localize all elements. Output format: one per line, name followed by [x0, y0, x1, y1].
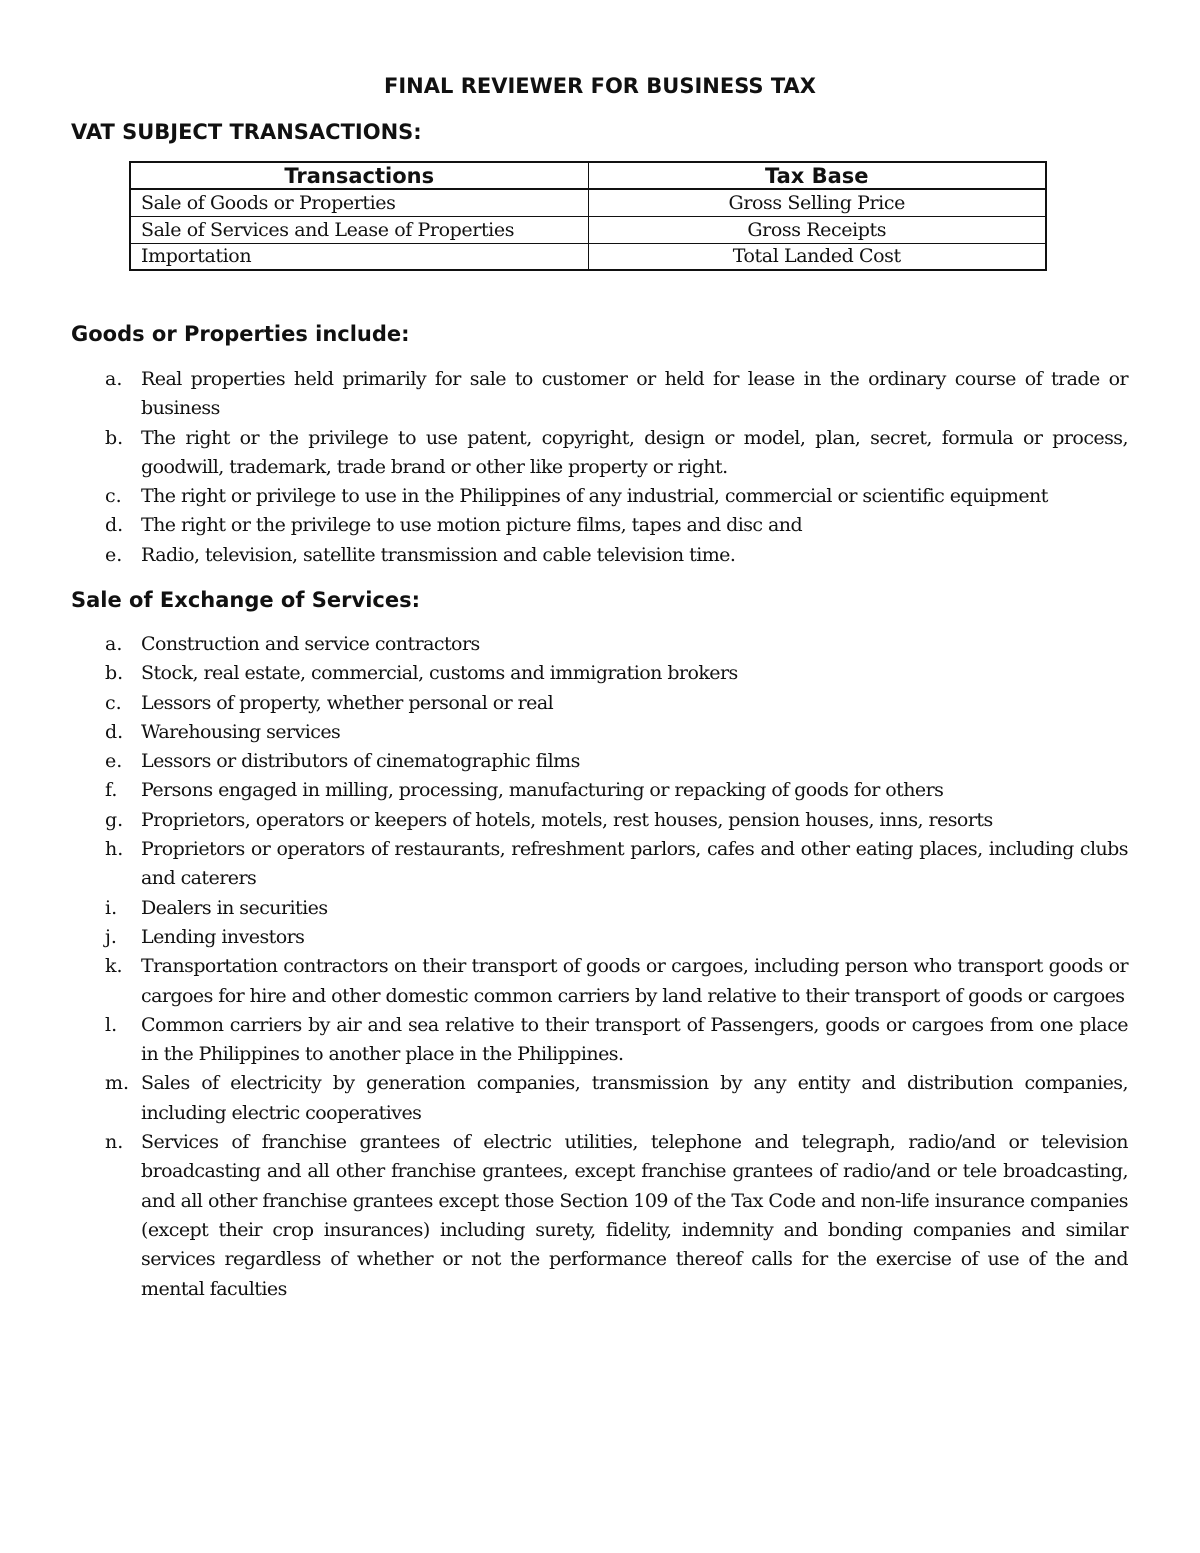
list-item-text: Dealers in securities [141, 896, 328, 919]
table-row [130, 216, 1046, 243]
table-row [130, 243, 1046, 270]
list-marker: d. [105, 514, 124, 537]
table-header-tax-base: Tax Base [588, 162, 1046, 189]
list-item-text: Transportation contractors on their transport of goods or cargoes, including person who transport goods or cargoes for hire and other domestic common carriers by land relative to their transport of goods or cargoes [141, 955, 1128, 1007]
list-marker: h. [105, 838, 124, 861]
list-item-text: Proprietors or operators of restaurants, refreshment parlors, cafes and other eating places, including clubs and caterers [141, 838, 1128, 890]
list-item-text: The right or the privilege to use patent, copyright, design or model, plan, secret, formula or process, goodwill, trademark, trade brand or other like property or right. [141, 426, 1128, 478]
list-item [0, 511, 1128, 540]
list-marker: d. [105, 720, 124, 743]
list-item-text: Lending investors [141, 925, 305, 948]
list-item-text: Construction and service contractors [141, 633, 480, 655]
list-marker: c. [105, 485, 122, 508]
list-marker: a. [105, 633, 123, 655]
list-item-text: The right or the privilege to use motion picture films, tapes and disc and [141, 514, 803, 537]
list-marker: b. [105, 426, 124, 449]
list-marker: e. [105, 750, 123, 773]
list-item [0, 659, 1128, 688]
list-item [0, 541, 1128, 570]
list-item-text: Sales of electricity by generation companies, transmission by any entity and distribution companies, including electric cooperatives [141, 1072, 1128, 1124]
list-marker: a. [105, 368, 123, 390]
vat-section-heading: VAT SUBJECT TRANSACTIONS: [71, 120, 422, 144]
list-item [0, 1069, 1128, 1128]
list-marker: e. [105, 543, 123, 566]
list-marker: m. [105, 1072, 130, 1095]
list-item-text: Services of franchise grantees of electric utilities, telephone and telegraph, radio/and or television broadcasting and all other franchise grantees, except franchise grantees of radio/and or tele broadcasting, and all other franchise grantees except those Section 109 of the Tax Code and non-life insurance companies (except their crop insurances) including surety, fidelity, indemnity and bonding companies and similar services regardless of whether or not the performance thereof calls for the exercise of use of the and mental faculties [141, 1131, 1128, 1300]
list-marker: c. [105, 691, 122, 714]
list-marker: f. [105, 779, 118, 802]
list-item-text: Radio, television, satellite transmission and cable television time. [141, 543, 736, 566]
table-header-row [130, 162, 1046, 189]
goods-list [0, 365, 1128, 570]
list-item-text: Lessors or distributors of cinematographic films [141, 750, 580, 773]
list-item [0, 630, 1128, 659]
list-item [0, 894, 1128, 923]
list-item-text: Common carriers by air and sea relative to their transport of Passengers, goods or cargoes from one place in the Philippines to another place in the Philippines. [141, 1013, 1128, 1066]
table-cell-transaction: Sale of Goods or Properties [130, 189, 588, 216]
list-item [0, 806, 1128, 835]
list-item [0, 1128, 1128, 1304]
list-item [0, 365, 1128, 424]
list-marker: j. [105, 925, 117, 948]
list-item [0, 689, 1128, 718]
list-item [0, 747, 1128, 776]
list-item-text: Proprietors, operators or keepers of hotels, motels, rest houses, pension houses, inns, resorts [141, 808, 993, 831]
list-item [0, 776, 1128, 805]
list-item [0, 923, 1128, 952]
list-marker: i. [105, 896, 118, 919]
list-marker: b. [105, 662, 124, 685]
list-item [0, 952, 1128, 1011]
table-cell-tax-base: Total Landed Cost [588, 243, 1046, 270]
table-cell-transaction: Sale of Services and Lease of Properties [130, 216, 588, 243]
vat-transactions-table [129, 161, 1047, 271]
list-marker: k. [105, 955, 123, 978]
table-cell-transaction: Importation [130, 243, 588, 270]
list-item [0, 482, 1128, 511]
list-item-text: Stock, real estate, commercial, customs and immigration brokers [141, 662, 738, 685]
services-list [0, 630, 1128, 1304]
list-marker: l. [105, 1013, 118, 1036]
list-item-text: Warehousing services [141, 720, 341, 743]
table-header-transactions: Transactions [130, 162, 588, 189]
list-item [0, 1011, 1128, 1070]
table-row [130, 189, 1046, 216]
table-cell-tax-base: Gross Receipts [588, 216, 1046, 243]
document-title: FINAL REVIEWER FOR BUSINESS TAX [384, 74, 816, 98]
list-item [0, 424, 1128, 483]
list-item-text: The right or privilege to use in the Philippines of any industrial, commercial or scientific equipment [141, 485, 1048, 508]
list-item [0, 718, 1128, 747]
services-section-heading: Sale of Exchange of Services: [71, 588, 420, 612]
list-marker: n. [105, 1131, 124, 1154]
list-marker: g. [105, 808, 124, 831]
list-item-text: Persons engaged in milling, processing, manufacturing or repacking of goods for others [141, 779, 944, 802]
list-item-text: Real properties held primarily for sale to customer or held for lease in the ordinary course of trade or business [141, 368, 1128, 420]
goods-section-heading: Goods or Properties include: [71, 322, 410, 346]
list-item-text: Lessors of property, whether personal or real [141, 691, 554, 714]
list-item [0, 835, 1128, 894]
table-cell-tax-base: Gross Selling Price [588, 189, 1046, 216]
